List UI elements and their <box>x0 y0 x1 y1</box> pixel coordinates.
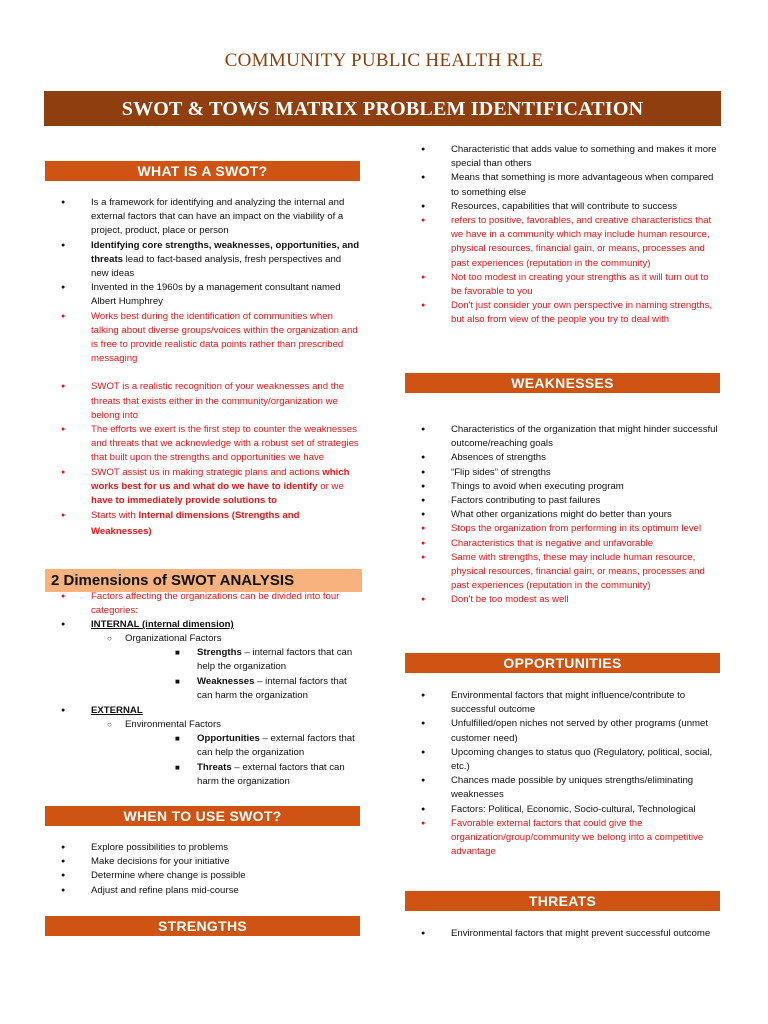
list-item: ● Characteristic that adds value to something and makes it more special than others <box>421 143 721 171</box>
list-item: ● EXTERNAL <box>61 704 362 718</box>
internal-factors <box>61 632 362 703</box>
list-item: ● SWOT is a realistic recognition of your weaknesses and the threats that exists either in the community/organization we belong into <box>61 380 361 423</box>
list-item: ● Characteristics of the organization that might hinder successful outcome/reaching goals <box>421 423 721 451</box>
list-item: ● Chances made possible by uniques strengths/eliminating weaknesses <box>421 774 721 802</box>
list-item: ● Resources, capabilities that will contribute to success <box>421 200 721 214</box>
what-is-swot-header: WHAT IS A SWOT? <box>45 161 360 181</box>
opportunities-header: OPPORTUNITIES <box>405 653 720 673</box>
list-item: ● Environmental factors that might prevent successful outcome <box>421 927 721 941</box>
list-item: ■ Weaknesses – internal factors that can harm the organization <box>61 675 362 703</box>
list-item: ● Works best during the identification of communities when talking about diverse groups/voices within the organization and is free to provide realistic data points rather than prescribed messaging <box>61 310 361 367</box>
list-item: ○ Organizational Factors <box>61 632 362 646</box>
list-item: ● Things to avoid when executing program <box>421 480 721 494</box>
list-item: ● SWOT assist us in making strategic plans and actions which works best for us and what do we have to identify or we have to immediately provide solutions to <box>61 466 361 509</box>
list-item: ● Stops the organization from performing in its optimum level <box>421 522 721 536</box>
list-item: ● Explore possibilities to problems <box>61 841 361 855</box>
when-to-use-header: WHEN TO USE SWOT? <box>45 806 360 826</box>
list-item: ● Upcoming changes to status quo (Regulatory, political, social, etc.) <box>421 746 721 774</box>
list-item: ● Environmental factors that might influence/contribute to successful outcome <box>421 689 721 717</box>
list-item: ● Same with strengths, these may include human resource, physical resources, financial gain, or means, processes and past experiences (reputation in the community) <box>421 551 721 594</box>
threats-header: THREATS <box>405 891 720 911</box>
list-item: ● Factors affecting the organizations can be divided into four categories: <box>61 590 362 618</box>
list-item: ■ Threats – external factors that can harm the organization <box>61 761 362 789</box>
list-item: ● INTERNAL (internal dimension) <box>61 618 362 632</box>
list-item: ○ Environmental Factors <box>61 718 362 732</box>
page-banner: SWOT & TOWS MATRIX PROBLEM IDENTIFICATION <box>44 91 721 126</box>
strengths-list <box>421 143 721 328</box>
list-item: ● The efforts we exert is the first step to counter the weaknesses and threats that we acknowledge with a robust set of strategies that built upon the strengths and opportunities we have <box>61 423 361 466</box>
threats-list <box>421 927 721 941</box>
weaknesses-list <box>421 423 721 608</box>
list-item: ● Factors: Political, Economic, Socio-cultural, Technological <box>421 803 721 817</box>
list-item: ● Not too modest in creating your strengths as it will turn out to be favorable to you <box>421 271 721 299</box>
list-item: ● Adjust and refine plans mid-course <box>61 884 361 898</box>
list-item: ● Is a framework for identifying and analyzing the internal and external factors that can have an impact on the viability of a project, product, place or person <box>61 196 361 239</box>
when-to-use-list <box>61 841 361 898</box>
list-item: ● Factors contributing to past failures <box>421 494 721 508</box>
document-title: COMMUNITY PUBLIC HEALTH RLE <box>224 50 544 71</box>
list-item: ● Characteristics that is negative and unfavorable <box>421 537 721 551</box>
weaknesses-header: WEAKNESSES <box>405 373 720 393</box>
list-item: ● Unfulfilled/open niches not served by other programs (unmet customer need) <box>421 717 721 745</box>
list-item: ● Determine where change is possible <box>61 869 361 883</box>
list-item: ● Don't just consider your own perspective in naming strengths, but also from view of the people you try to deal with <box>421 299 721 327</box>
opportunities-list <box>421 689 721 859</box>
list-item: ■ Opportunities – external factors that can help the organization <box>61 732 362 760</box>
list-item: ● Means that something is more advantageous when compared to something else <box>421 171 721 199</box>
list-item: ● What other organizations might do better than yours <box>421 508 721 522</box>
list-item: ● Don't be too modest as well <box>421 593 721 607</box>
list-item: ● Favorable external factors that could give the organization/group/community we belong into a competitive advantage <box>421 817 721 860</box>
strengths-header: STRENGTHS <box>45 916 360 936</box>
external-list <box>61 704 362 718</box>
list-item: ● Absences of strengths <box>421 451 721 465</box>
list-item: ● Identifying core strengths, weaknesses, opportunities, and threats lead to fact-based analysis, fresh perspectives and new ideas <box>61 239 361 282</box>
list-item: ● refers to positive, favorables, and creative characteristics that we have in a community which may include human resource, physical resources, financial gain, or means, processes and past experiences (reputation in the community) <box>421 214 721 271</box>
list-item: ● Starts with Internal dimensions (Strengths and Weaknesses) <box>61 508 361 539</box>
list-item: ● “Flip sides” of strengths <box>421 466 721 480</box>
dimensions-list <box>61 590 362 633</box>
list-item: ■ Strengths – internal factors that can help the organization <box>61 646 362 674</box>
external-factors <box>61 718 362 789</box>
list-item: ● Make decisions for your initiative <box>61 855 361 869</box>
dimensions-header: 2 Dimensions of SWOT ANALYSIS <box>45 569 362 592</box>
list-item: ● Invented in the 1960s by a management consultant named Albert Humphrey <box>61 281 361 309</box>
what-is-swot-list <box>61 196 361 539</box>
